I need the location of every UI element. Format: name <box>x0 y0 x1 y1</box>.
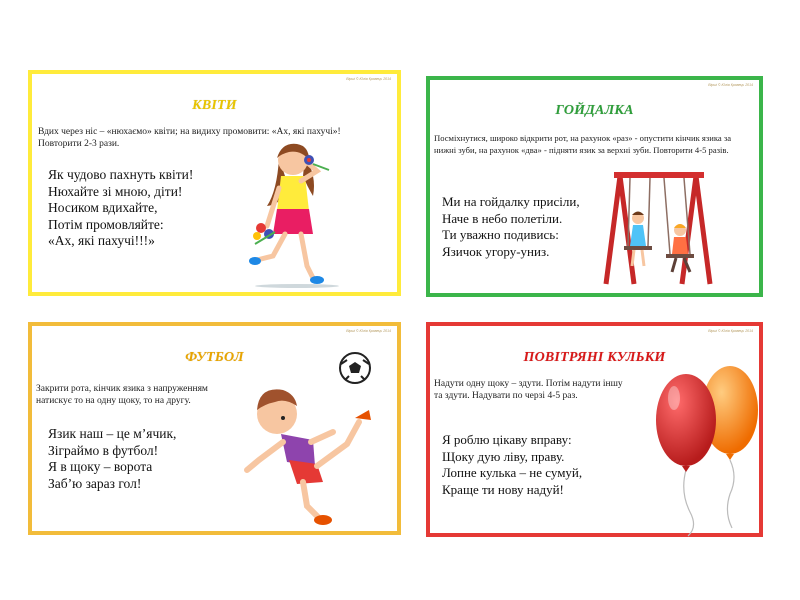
boy-kicking-ball-illustration <box>237 348 392 528</box>
poem-line: Носиком вдихайте, <box>48 200 158 215</box>
card-swing <box>426 76 763 297</box>
poem-line: «Ах, які пахучі!!!» <box>48 233 155 248</box>
card-flowers <box>28 70 401 296</box>
card-poem <box>442 194 580 260</box>
poem-line: Заб’ю зараз гол! <box>48 475 142 491</box>
poem-line: Я роблю цікаву вправу: <box>442 432 572 447</box>
poem-line: Язик наш – це м’ячик, <box>48 426 177 441</box>
kids-on-swing-illustration <box>598 168 718 288</box>
card-credit: Вірші © Юлія Кравець 2014 <box>346 329 391 333</box>
card-title: ГОЙДАЛКА <box>555 103 634 118</box>
poem-line: Потім промовляйте: <box>48 216 164 232</box>
girl-smelling-flower-illustration <box>237 136 357 291</box>
card-instruction: Вдих через ніс – «нюхаємо» квіти; на видиху промовити: «Ах, які пахучі»! Повторити 2-3 рази. <box>38 127 341 149</box>
poem-line: Зіграймо в футбол! <box>48 442 159 458</box>
card-instruction: Закрити рота, кінчик язика з напруженням натискує то на одну щоку, то на другу. <box>36 384 208 406</box>
poem-line: Як чудово пахнуть квіти! <box>48 167 194 182</box>
poem-line: Я в щоку – ворота <box>48 459 153 474</box>
poem-line: Щоку дую ліву, праву. <box>442 448 565 464</box>
card-instruction: Посміхнутися, широко відкрити рот, на рахунок «раз» - опустити кінчик язика за нижні зуби, на рахунок «два» - підняти язик за верхні зуби. Повторити 4-5 разів. <box>434 133 732 155</box>
poem-line: Наче в небо полетіли. <box>442 210 563 226</box>
card-title: ПОВІТРЯНІ КУЛЬКИ <box>523 350 666 365</box>
card-credit: Вірші © Юлія Кравець 2014 <box>708 329 753 333</box>
poem-line: Краще ти нову надуй! <box>442 481 564 497</box>
poem-line: Лопне кулька – не сумуй, <box>442 465 583 480</box>
card-instruction: Надути одну щоку – здути. Потім надути іншу та здути. Надувати по черзі 4-5 раз. <box>434 379 623 401</box>
card-title: ФУТБОЛ <box>185 350 244 365</box>
card-title: КВІТИ <box>192 98 237 113</box>
poem-line: Ти уважно подивись: <box>442 227 559 242</box>
card-poem <box>442 432 582 498</box>
card-football <box>28 322 401 535</box>
balloons-illustration <box>652 362 762 537</box>
card-credit: Вірші © Юлія Кравець 2014 <box>346 77 391 81</box>
card-credit: Вірші © Юлія Кравець 2014 <box>708 83 753 87</box>
poem-line: Ми на гойдалку присіли, <box>442 194 580 209</box>
poem-line: Язичок угору-униз. <box>442 243 550 259</box>
card-poem <box>48 167 193 250</box>
card-poem <box>48 426 176 492</box>
card-balloons <box>426 322 763 537</box>
poem-line: Нюхайте зі мною, діти! <box>48 183 183 199</box>
